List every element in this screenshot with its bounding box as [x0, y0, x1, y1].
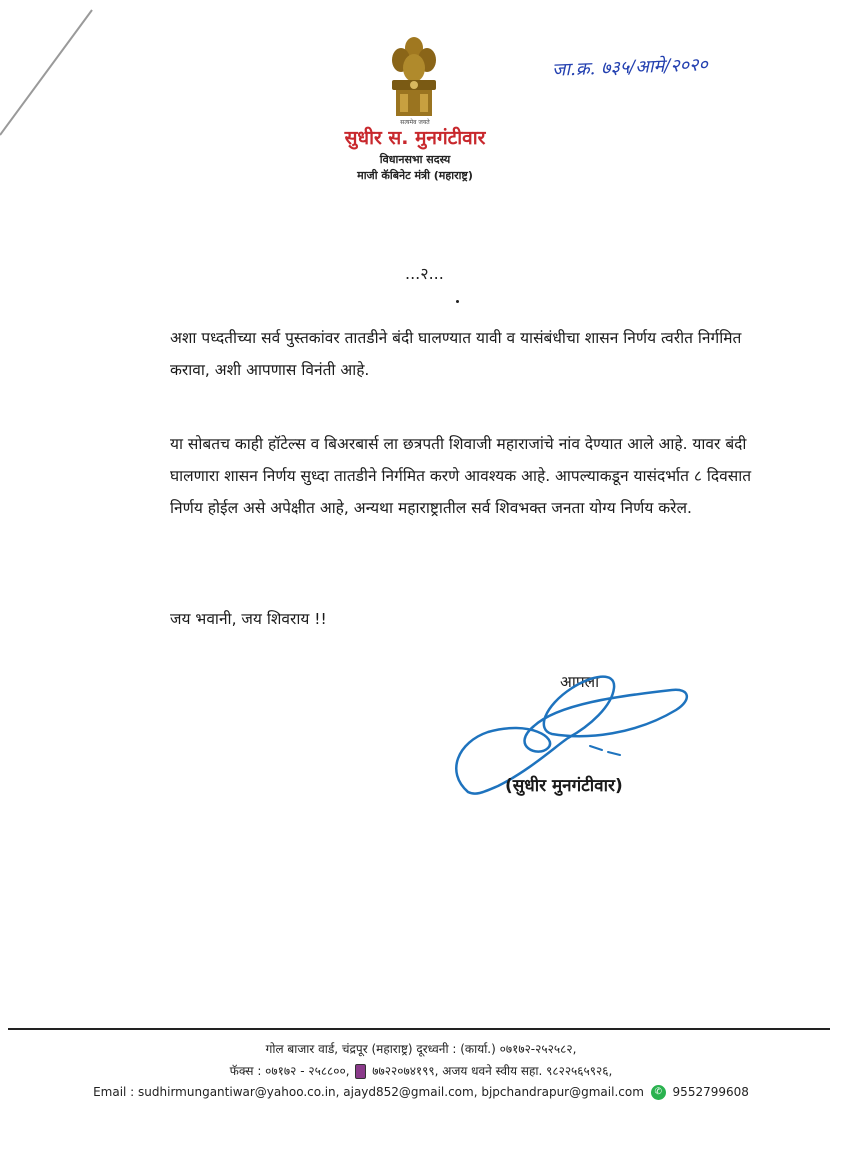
handwritten-reference-number: जा.क्र. ७३५/आमे/२०२० [551, 54, 709, 81]
body-paragraph-1: अशा पध्दतीच्या सर्व पुस्तकांवर तातडीने बंदी घालण्यात यावी व यासंबंधीचा शासन निर्णय त्वरीत निर्गमित करावा, अशी आपणास विनंती आहे. [170, 329, 742, 379]
footer-fax: फॅक्स : ०७१७२ - २५८८००, [229, 1064, 350, 1078]
footer-mobile: ७७२२०७४१९९, अजय धवने स्वीय सहा. ९८२२५६५९२६, [372, 1064, 613, 1078]
footer-whatsapp-number: 9552799608 [672, 1085, 749, 1099]
page-number: ...२... [405, 264, 444, 283]
body-paragraph-2: या सोबतच काही हॉटेल्स व बिअरबार्स ला छत्रपती शिवाजी महाराजांचे नांव देण्यात आले आहे. यावर बंदी घालणारा शासन निर्णय सुध्दा तातडीने निर्गमित करणे आवश्यक आहे. आपल्याकडून यासंदर्भात ८ दिवसात निर्णय होईल असे अपेक्षीत आहे, अन्यथा महाराष्ट्रातील सर्व शिवभक्त जनता योग्य निर्णय करेल. [170, 435, 752, 517]
footer-address: गोल बाजार वार्ड, चंद्रपूर (महाराष्ट्र) दूरध्वनी : (कार्या.) ०७१७२-२५२५८२, [265, 1042, 577, 1056]
designation-line-2: माजी कॅबिनेट मंत्री (महाराष्ट्र) [357, 169, 473, 182]
mobile-phone-icon [355, 1064, 366, 1079]
closing-salutation: जय भवानी, जय शिवराय !! [170, 610, 327, 628]
footer-emails: Email : sudhirmungantiwar@yahoo.co.in, ajayd852@gmail.com, bjpchandrapur@gmail.com [93, 1085, 644, 1099]
footer-email-line [0, 1085, 842, 1100]
designation-line-1: विधानसभा सदस्य [379, 153, 451, 166]
scan-edge-line [0, 0, 100, 140]
letterhead-name: सुधीर स. मुनगंटीवार [344, 127, 486, 149]
whatsapp-icon: ✆ [651, 1085, 666, 1100]
footer-contact-line [0, 1062, 842, 1079]
emblem-motto: सत्यमेव जयते [400, 119, 430, 126]
footer-divider [8, 1028, 830, 1030]
dot-mark [456, 300, 459, 303]
signatory-name: (सुधीर मुनगंटीवार) [505, 776, 623, 796]
yours-label: आपला [560, 673, 600, 691]
